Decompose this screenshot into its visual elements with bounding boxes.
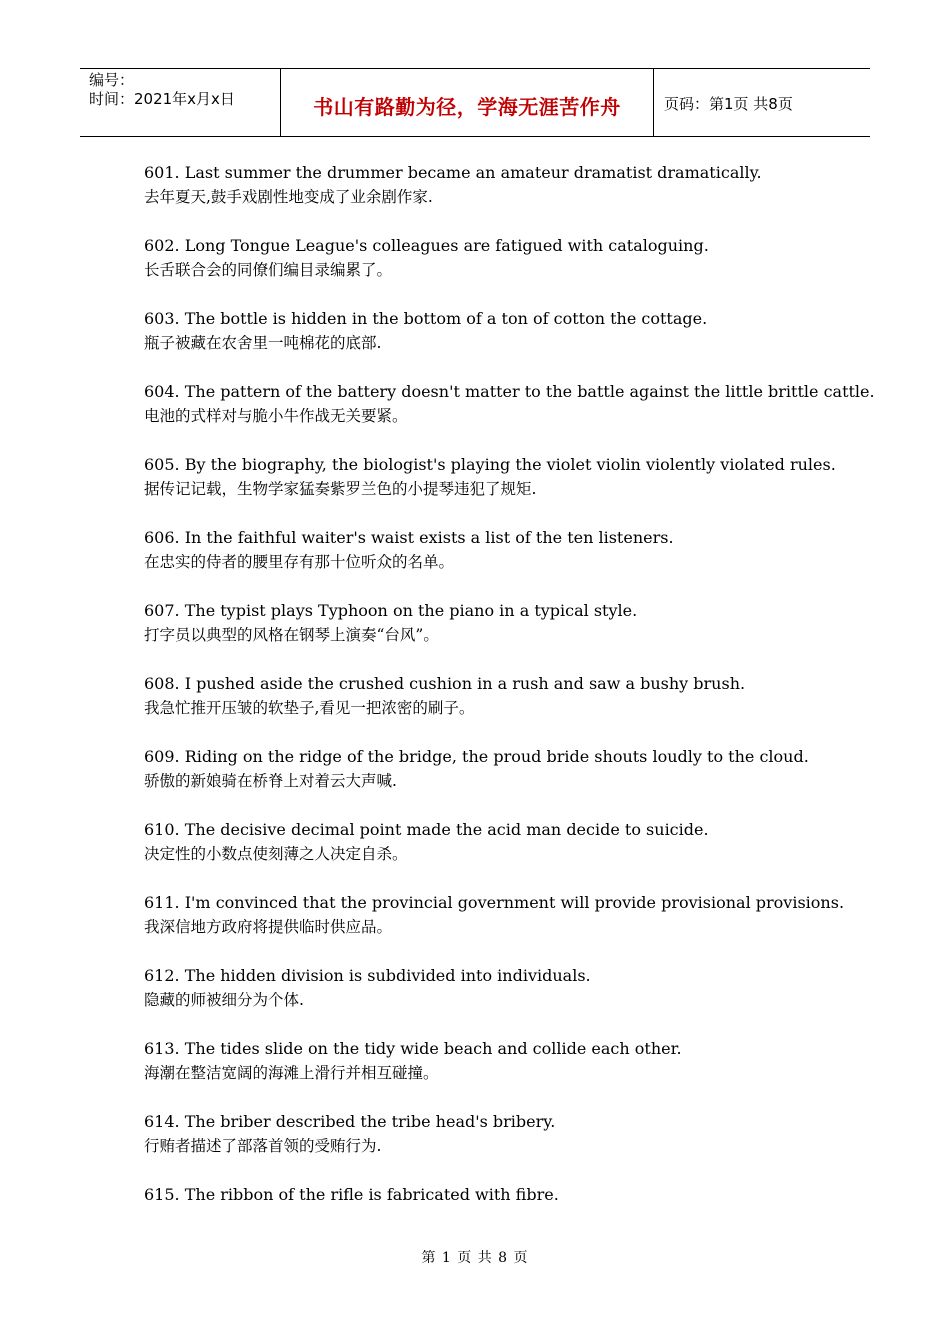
chinese-translation: 在忠实的侍者的腰里存有那十位听众的名单。 [144,553,455,571]
page-footer: 第 1 页 共 8 页 [421,1250,529,1266]
sentence-entry [144,744,844,794]
sentence-entry [144,1109,844,1159]
english-sentence: 608. I pushed aside the crushed cushion in a rush and saw a bushy brush. [144,674,746,693]
sentence-entry [144,598,844,648]
english-sentence: 615. The ribbon of the rifle is fabricated with fibre. [144,1185,559,1204]
sentence-entry [144,1036,844,1086]
english-sentence: 611. I'm convinced that the provincial government will provide provisional provisions. [144,893,845,912]
sentence-entry [144,1182,844,1207]
english-sentence: 605. By the biography, the biologist's playing the violet violin violently violated rules. [144,455,836,474]
english-sentence: 607. The typist plays Typhoon on the piano in a typical style. [144,601,638,620]
sentence-entry [144,452,844,502]
sentence-list [144,160,875,1230]
english-sentence: 604. The pattern of the battery doesn't matter to the battle against the little brittle cattle. [144,382,875,401]
sentence-entry [144,233,844,283]
page-header [80,68,870,137]
document-time-label: 时间：2021年x月x日 [89,90,235,108]
chinese-translation: 隐藏的师被细分为个体. [144,991,304,1009]
sentence-entry [144,890,844,940]
sentence-entry [144,306,844,356]
sentence-entry [144,379,875,429]
english-sentence: 612. The hidden division is subdivided into individuals. [144,966,591,985]
english-sentence: 614. The briber described the tribe head's bribery. [144,1112,556,1131]
sentence-entry [144,817,844,867]
english-sentence: 606. In the faithful waiter's waist exists a list of the ten listeners. [144,528,674,547]
chinese-translation: 打字员以典型的风格在钢琴上演奏“台风”。 [144,626,439,644]
header-info-cell [80,69,281,136]
header-motto: 书山有路勤为径，学海无涯苦作舟 [313,95,621,119]
chinese-translation: 电池的式样对与脆小牛作战无关要紧。 [144,407,408,425]
english-sentence: 613. The tides slide on the tidy wide beach and collide each other. [144,1039,682,1058]
header-motto-cell [281,69,654,136]
chinese-translation: 长舌联合会的同僚们编目录编累了。 [144,261,393,279]
chinese-translation: 行贿者描述了部落首领的受贿行为. [144,1137,382,1155]
english-sentence: 603. The bottle is hidden in the bottom of a ton of cotton the cottage. [144,309,708,328]
chinese-translation: 决定性的小数点使刻薄之人决定自杀。 [144,845,408,863]
sentence-entry [144,525,844,575]
chinese-translation: 我急忙推开压皱的软垫子,看见一把浓密的刷子。 [144,699,475,717]
english-sentence: 610. The decisive decimal point made the acid man decide to suicide. [144,820,709,839]
chinese-translation: 海潮在整洁宽阔的海滩上滑行并相互碰撞。 [144,1064,439,1082]
sentence-entry [144,963,844,1013]
header-page-label: 页码：第1页 共8页 [664,95,793,113]
chinese-translation: 我深信地方政府将提供临时供应品。 [144,918,393,936]
chinese-translation: 据传记记载，生物学家猛奏紫罗兰色的小提琴违犯了规矩. [144,480,537,498]
chinese-translation: 去年夏天,鼓手戏剧性地变成了业余剧作家. [144,188,433,206]
sentence-entry [144,160,844,210]
document-number-label: 编号： [89,71,135,89]
english-sentence: 609. Riding on the ridge of the bridge, the proud bride shouts loudly to the cloud. [144,747,809,766]
header-page-cell [654,69,870,136]
chinese-translation: 瓶子被藏在农舍里一吨棉花的底部. [144,334,382,352]
english-sentence: 601. Last summer the drummer became an amateur dramatist dramatically. [144,163,762,182]
english-sentence: 602. Long Tongue League's colleagues are fatigued with cataloguing. [144,236,709,255]
chinese-translation: 骄傲的新娘骑在桥脊上对着云大声喊. [144,772,397,790]
sentence-entry [144,671,844,721]
